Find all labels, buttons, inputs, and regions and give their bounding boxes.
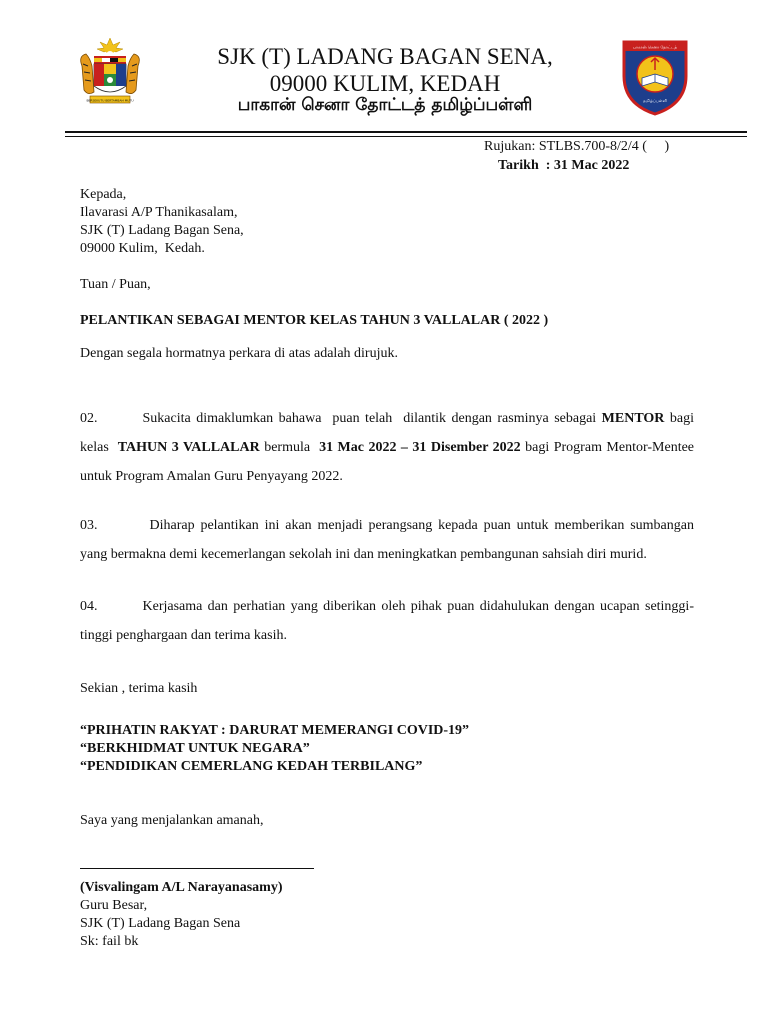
letter-date bbox=[498, 157, 629, 175]
para-text: bagi Program Mentor-Mentee untuk Program Amalan Guru Penyayang 2022. bbox=[80, 440, 698, 484]
carbon-copy: Sk: fail bk bbox=[80, 934, 139, 949]
para-text: bermula bbox=[259, 440, 320, 455]
bold-mentor: MENTOR bbox=[601, 411, 665, 426]
paragraph-02 bbox=[80, 404, 698, 491]
paragraph-number: 02. bbox=[80, 411, 98, 426]
recipient-school: SJK (T) Ladang Bagan Sena, bbox=[80, 223, 244, 238]
para-text: bagi kelas bbox=[80, 411, 698, 455]
slogan: “PRIHATIN RAKYAT : DARURAT MEMERANGI COVID-19” bbox=[80, 723, 470, 738]
school-name-line2: 09000 KULIM, KEDAH bbox=[269, 71, 501, 96]
crest-bottom-text: தமிழ்ப்பள்ளி bbox=[643, 98, 667, 103]
para-text: Sukacita dimaklumkan bahawa puan telah dilantik dengan rasminya sebagai bbox=[142, 411, 602, 426]
school-name-tamil: பாகான் செனா தோட்டத் தமிழ்ப்பள்ளி bbox=[237, 95, 533, 115]
paragraph-number: 03. bbox=[80, 518, 98, 533]
recipient-address: 09000 Kulim, Kedah. bbox=[80, 241, 205, 256]
para-text: Diharap pelantikan ini akan menjadi perangsang kepada puan untuk memberikan sumbangan yang bermakna demi kecemerlangan sekolah ini dan meningkatkan pembangunan sahsiah diri murid. bbox=[80, 518, 694, 562]
bold-period: 31 Mac 2022 – 31 Disember 2022 bbox=[319, 440, 521, 455]
intro-line: Dengan segala hormatnya perkara di atas adalah dirujuk. bbox=[80, 346, 398, 361]
letter-subject: PELANTIKAN SEBAGAI MENTOR KELAS TAHUN 3 VALLALAR ( 2022 ) bbox=[80, 313, 549, 328]
para-text: Kerjasama dan perhatian yang diberikan oleh pihak puan didahulukan dengan ucapan setinggi-tinggi penghargaan dan terima kasih. bbox=[80, 599, 694, 643]
signatory-school: SJK (T) Ladang Bagan Sena bbox=[80, 916, 241, 931]
coat-of-arms-logo bbox=[76, 36, 144, 112]
closing-line: Sekian , terima kasih bbox=[80, 681, 198, 696]
paragraph-number: 04. bbox=[80, 599, 98, 614]
slogan: “BERKHIDMAT UNTUK NEGARA” bbox=[80, 741, 310, 756]
signatory-title: Guru Besar, bbox=[80, 898, 148, 913]
signature-line bbox=[80, 868, 314, 869]
crest-top-text: பாகான் செனா தோட்டத் bbox=[633, 44, 677, 50]
logo-caption: BERSEKUTU BERTAMBAH MUTU bbox=[86, 98, 134, 103]
paragraph-03 bbox=[80, 511, 694, 569]
school-name-line1: SJK (T) LADANG BAGAN SENA, bbox=[217, 44, 553, 69]
date-label: Tarikh bbox=[498, 158, 539, 173]
signatory-name: (Visvalingam A/L Narayanasamy) bbox=[80, 880, 283, 895]
recipient-name: Ilavarasi A/P Thanikasalam, bbox=[80, 205, 238, 220]
amanah-line: Saya yang menjalankan amanah, bbox=[80, 813, 264, 828]
school-crest-logo bbox=[620, 36, 690, 116]
date-value: : 31 Mac 2022 bbox=[545, 158, 630, 173]
recipient-kepada: Kepada, bbox=[80, 187, 127, 202]
reference-number: Rujukan: STLBS.700-8/2/4 ( ) bbox=[484, 139, 670, 154]
header-rule-thin bbox=[65, 136, 747, 137]
salutation: Tuan / Puan, bbox=[80, 277, 151, 292]
paragraph-04 bbox=[80, 592, 694, 650]
header-rule bbox=[65, 131, 747, 133]
bold-class: TAHUN 3 VALLALAR bbox=[117, 440, 260, 455]
slogan: “PENDIDIKAN CEMERLANG KEDAH TERBILANG” bbox=[80, 759, 423, 774]
